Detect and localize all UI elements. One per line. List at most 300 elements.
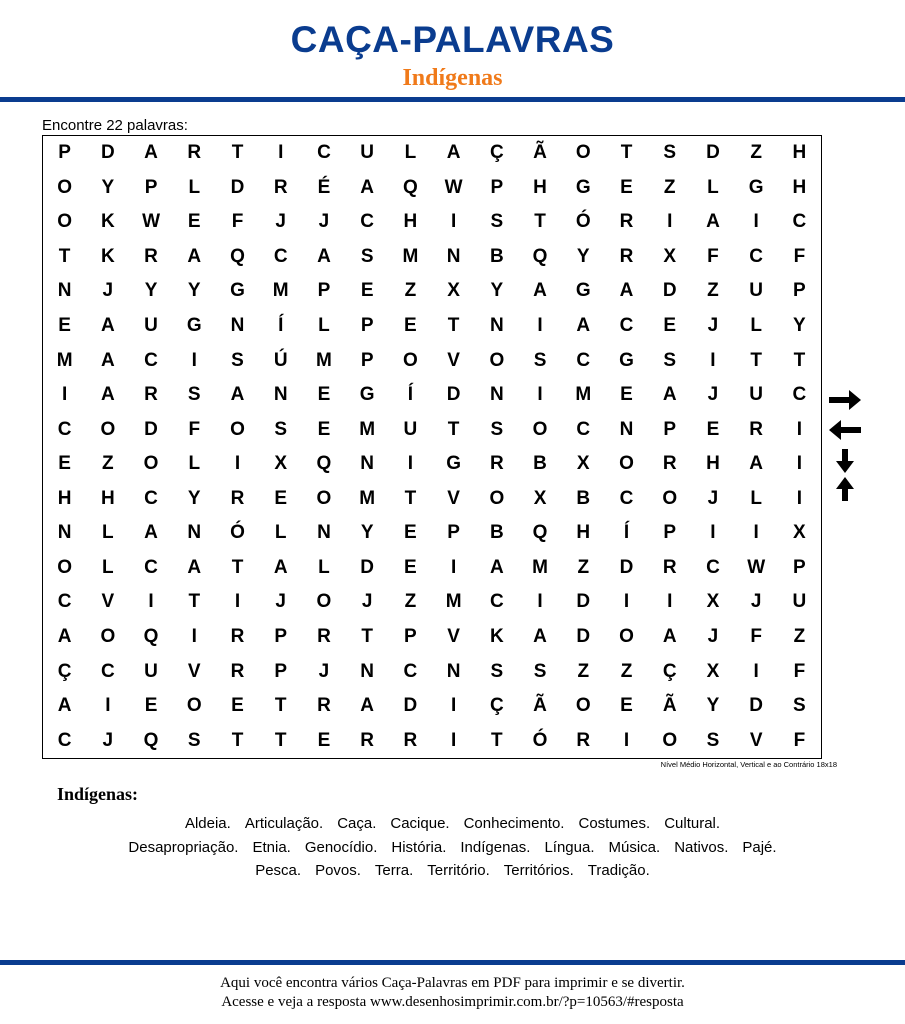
grid-cell[interactable]: T <box>231 556 244 578</box>
grid-cell[interactable]: T <box>274 729 287 751</box>
grid-cell[interactable]: N <box>446 245 461 267</box>
grid-cell[interactable]: G <box>575 280 591 302</box>
grid-cell[interactable]: E <box>58 453 71 475</box>
grid-cell[interactable]: C <box>100 660 115 682</box>
grid-cell[interactable]: Q <box>532 245 548 267</box>
grid-cell[interactable]: I <box>667 591 673 613</box>
grid-cell[interactable]: S <box>793 695 806 717</box>
grid-cell[interactable]: E <box>317 729 331 751</box>
grid-cell[interactable]: A <box>662 384 677 406</box>
grid-cell[interactable]: W <box>142 211 161 233</box>
grid-cell[interactable]: A <box>749 453 764 475</box>
grid-cell[interactable]: R <box>749 418 764 440</box>
grid-cell[interactable]: L <box>188 176 201 198</box>
grid-cell[interactable]: D <box>706 142 720 164</box>
grid-cell[interactable]: N <box>360 453 375 475</box>
grid-cell[interactable]: V <box>447 487 460 509</box>
grid-cell[interactable]: N <box>230 315 245 337</box>
grid-cell[interactable]: C <box>273 245 288 267</box>
grid-cell[interactable]: X <box>274 453 288 475</box>
grid-cell[interactable]: X <box>706 591 720 613</box>
grid-cell[interactable]: P <box>274 660 288 682</box>
grid-cell[interactable]: C <box>576 349 591 371</box>
grid-cell[interactable]: C <box>57 591 72 613</box>
grid-cell[interactable]: U <box>360 142 375 164</box>
grid-cell[interactable]: L <box>318 315 330 337</box>
grid-cell[interactable]: I <box>407 453 414 475</box>
grid-cell[interactable]: W <box>444 176 463 198</box>
grid-cell[interactable]: I <box>450 729 457 751</box>
grid-cell[interactable]: L <box>750 315 762 337</box>
grid-cell[interactable]: H <box>403 211 418 233</box>
grid-cell[interactable]: Ã <box>662 695 677 717</box>
grid-cell[interactable]: N <box>360 660 375 682</box>
grid-cell[interactable]: Ó <box>575 211 591 233</box>
grid-cell[interactable]: P <box>360 349 374 371</box>
grid-cell[interactable]: J <box>275 211 286 233</box>
grid-cell[interactable]: E <box>620 384 633 406</box>
grid-cell[interactable]: Ó <box>230 522 245 544</box>
grid-cell[interactable]: Y <box>187 487 201 509</box>
grid-cell[interactable]: J <box>707 626 719 648</box>
grid-cell[interactable]: C <box>57 729 72 751</box>
grid-cell[interactable]: O <box>143 453 159 475</box>
grid-cell[interactable]: U <box>792 591 807 613</box>
grid-cell[interactable]: E <box>360 280 374 302</box>
grid-cell[interactable]: G <box>359 384 375 406</box>
grid-cell[interactable]: E <box>620 695 633 717</box>
grid-cell[interactable]: T <box>620 142 633 164</box>
grid-cell[interactable]: R <box>317 695 331 717</box>
grid-cell[interactable]: E <box>231 695 244 717</box>
grid-cell[interactable]: E <box>706 418 720 440</box>
grid-cell[interactable]: I <box>450 695 457 717</box>
grid-cell[interactable]: Q <box>230 245 245 267</box>
grid-cell[interactable]: Ú <box>273 349 288 371</box>
grid-cell[interactable]: O <box>619 453 634 475</box>
grid-cell[interactable]: O <box>662 729 678 751</box>
grid-cell[interactable]: X <box>793 522 806 544</box>
grid-cell[interactable]: H <box>576 522 591 544</box>
grid-cell[interactable]: C <box>706 556 720 578</box>
grid-cell[interactable]: I <box>278 142 284 164</box>
grid-cell[interactable]: I <box>710 522 716 544</box>
grid-cell[interactable]: D <box>100 142 115 164</box>
grid-cell[interactable]: Z <box>750 142 762 164</box>
grid-cell[interactable]: X <box>706 660 720 682</box>
grid-cell[interactable]: T <box>231 142 244 164</box>
grid-cell[interactable]: S <box>490 211 504 233</box>
grid-cell[interactable]: P <box>58 142 71 164</box>
grid-cell[interactable]: I <box>623 591 630 613</box>
grid-cell[interactable]: D <box>230 176 245 198</box>
grid-cell[interactable]: C <box>360 211 375 233</box>
grid-cell[interactable]: A <box>100 315 115 337</box>
grid-cell[interactable]: H <box>57 487 72 509</box>
grid-cell[interactable]: R <box>662 556 677 578</box>
grid-cell[interactable]: J <box>707 315 719 337</box>
grid-cell[interactable]: A <box>144 522 158 544</box>
grid-cell[interactable]: D <box>619 556 634 578</box>
grid-cell[interactable]: Q <box>402 176 418 198</box>
grid-cell[interactable]: S <box>533 349 547 371</box>
grid-cell[interactable]: A <box>662 626 677 648</box>
grid-cell[interactable]: S <box>663 349 677 371</box>
grid-cell[interactable]: F <box>707 245 719 267</box>
grid-cell[interactable]: J <box>102 280 114 302</box>
grid-cell[interactable]: O <box>100 418 116 440</box>
grid-cell[interactable]: X <box>533 487 547 509</box>
grid-cell[interactable]: M <box>359 487 376 509</box>
grid-cell[interactable]: O <box>57 176 72 198</box>
grid-cell[interactable]: N <box>57 280 72 302</box>
grid-cell[interactable]: Q <box>316 453 332 475</box>
grid-cell[interactable]: R <box>230 626 245 648</box>
grid-cell[interactable]: R <box>230 660 245 682</box>
grid-cell[interactable]: B <box>576 487 591 509</box>
grid-cell[interactable]: R <box>619 211 634 233</box>
grid-cell[interactable]: G <box>748 176 764 198</box>
grid-cell[interactable]: I <box>753 660 759 682</box>
grid-cell[interactable]: N <box>489 384 504 406</box>
grid-cell[interactable]: C <box>619 315 634 337</box>
grid-cell[interactable]: C <box>619 487 634 509</box>
grid-cell[interactable]: N <box>446 660 461 682</box>
grid-cell[interactable]: N <box>489 315 504 337</box>
grid-cell[interactable]: Z <box>707 280 719 302</box>
grid-cell[interactable]: C <box>403 660 418 682</box>
grid-cell[interactable]: F <box>188 418 201 440</box>
grid-cell[interactable]: Ç <box>662 660 677 682</box>
grid-cell[interactable]: Z <box>102 453 114 475</box>
grid-cell[interactable]: B <box>533 453 547 475</box>
grid-cell[interactable]: I <box>148 591 154 613</box>
grid-cell[interactable]: A <box>187 245 202 267</box>
grid-cell[interactable]: R <box>619 245 634 267</box>
grid-cell[interactable]: V <box>447 626 460 648</box>
grid-cell[interactable]: J <box>318 660 330 682</box>
grid-cell[interactable]: I <box>450 211 457 233</box>
grid-cell[interactable]: O <box>57 556 72 578</box>
grid-cell[interactable]: O <box>316 487 332 509</box>
grid-cell[interactable]: J <box>318 211 330 233</box>
grid-cell[interactable]: S <box>490 660 504 682</box>
grid-cell[interactable]: P <box>274 626 288 648</box>
grid-cell[interactable]: O <box>186 695 202 717</box>
grid-cell[interactable]: T <box>274 695 287 717</box>
grid-cell[interactable]: C <box>749 245 764 267</box>
grid-cell[interactable]: R <box>360 729 375 751</box>
grid-cell[interactable]: A <box>533 626 547 648</box>
grid-cell[interactable]: L <box>274 522 287 544</box>
grid-cell[interactable]: E <box>404 315 417 337</box>
grid-cell[interactable]: A <box>57 626 72 648</box>
grid-cell[interactable]: R <box>576 729 591 751</box>
grid-cell[interactable]: I <box>234 591 241 613</box>
grid-cell[interactable]: P <box>793 280 806 302</box>
grid-cell[interactable]: R <box>662 453 677 475</box>
grid-cell[interactable]: E <box>317 384 331 406</box>
grid-cell[interactable]: O <box>402 349 418 371</box>
grid-cell[interactable]: J <box>707 384 719 406</box>
grid-cell[interactable]: Q <box>532 522 548 544</box>
grid-cell[interactable]: S <box>490 418 504 440</box>
grid-cell[interactable]: C <box>489 591 504 613</box>
grid-cell[interactable]: J <box>750 591 762 613</box>
grid-cell[interactable]: L <box>102 522 114 544</box>
grid-cell[interactable]: C <box>576 418 591 440</box>
grid-cell[interactable]: M <box>402 245 419 267</box>
grid-cell[interactable]: I <box>61 384 68 406</box>
grid-cell[interactable]: E <box>663 315 677 337</box>
grid-cell[interactable]: I <box>796 487 803 509</box>
grid-cell[interactable]: E <box>317 418 331 440</box>
grid-cell[interactable]: K <box>100 211 115 233</box>
grid-cell[interactable]: Ç <box>57 660 72 682</box>
grid-cell[interactable]: T <box>447 315 460 337</box>
grid-cell[interactable]: L <box>404 142 417 164</box>
grid-cell[interactable]: R <box>230 487 245 509</box>
grid-cell[interactable]: A <box>100 349 115 371</box>
grid-cell[interactable]: D <box>446 384 461 406</box>
grid-cell[interactable]: G <box>446 453 461 475</box>
grid-cell[interactable]: D <box>144 418 158 440</box>
grid-cell[interactable]: U <box>749 280 764 302</box>
grid-cell[interactable]: O <box>100 626 116 648</box>
grid-cell[interactable]: Y <box>576 245 590 267</box>
grid-cell[interactable]: X <box>663 245 677 267</box>
grid-cell[interactable]: L <box>707 176 719 198</box>
grid-cell[interactable]: S <box>187 729 201 751</box>
grid-cell[interactable]: M <box>56 349 73 371</box>
grid-cell[interactable]: É <box>317 176 331 198</box>
grid-cell[interactable]: C <box>57 418 72 440</box>
grid-cell[interactable]: K <box>489 626 504 648</box>
grid-cell[interactable]: I <box>796 453 803 475</box>
grid-cell[interactable]: E <box>187 211 201 233</box>
grid-cell[interactable]: I <box>191 349 197 371</box>
grid-cell[interactable]: Ó <box>532 729 548 751</box>
grid-cell[interactable]: A <box>576 315 591 337</box>
grid-cell[interactable]: P <box>793 556 806 578</box>
grid-cell[interactable]: K <box>100 245 115 267</box>
grid-cell[interactable]: R <box>144 384 158 406</box>
grid-cell[interactable]: Y <box>101 176 115 198</box>
grid-cell[interactable]: A <box>489 556 504 578</box>
grid-cell[interactable]: F <box>231 211 244 233</box>
grid-cell[interactable]: H <box>533 176 547 198</box>
grid-cell[interactable]: I <box>796 418 803 440</box>
grid-cell[interactable]: Í <box>278 315 284 337</box>
grid-cell[interactable]: O <box>230 418 245 440</box>
grid-cell[interactable]: R <box>403 729 418 751</box>
grid-cell[interactable]: L <box>102 556 114 578</box>
grid-cell[interactable]: O <box>532 418 548 440</box>
grid-cell[interactable]: A <box>706 211 720 233</box>
grid-cell[interactable]: J <box>275 591 286 613</box>
grid-cell[interactable]: T <box>447 418 460 440</box>
grid-cell[interactable]: L <box>188 453 201 475</box>
grid-cell[interactable]: S <box>274 418 288 440</box>
grid-cell[interactable]: Z <box>577 660 590 682</box>
grid-cell[interactable]: E <box>620 176 633 198</box>
grid-cell[interactable]: C <box>792 211 807 233</box>
grid-cell[interactable]: N <box>273 384 288 406</box>
grid-cell[interactable]: A <box>273 556 288 578</box>
grid-cell[interactable]: G <box>575 176 591 198</box>
grid-cell[interactable]: R <box>187 142 202 164</box>
grid-cell[interactable]: Z <box>577 556 590 578</box>
grid-cell[interactable]: P <box>317 280 331 302</box>
grid-cell[interactable]: E <box>274 487 288 509</box>
grid-cell[interactable]: M <box>359 418 376 440</box>
grid-cell[interactable]: H <box>792 142 807 164</box>
grid-cell[interactable]: L <box>318 556 330 578</box>
grid-cell[interactable]: F <box>793 660 806 682</box>
grid-cell[interactable]: Ç <box>489 142 504 164</box>
grid-cell[interactable]: Q <box>143 626 159 648</box>
grid-cell[interactable]: P <box>663 522 677 544</box>
grid-cell[interactable]: A <box>317 245 331 267</box>
grid-cell[interactable]: C <box>144 349 158 371</box>
grid-cell[interactable]: I <box>191 626 197 648</box>
grid-cell[interactable]: T <box>188 591 201 613</box>
grid-cell[interactable]: S <box>706 729 720 751</box>
grid-cell[interactable]: Y <box>187 280 201 302</box>
grid-cell[interactable]: P <box>144 176 158 198</box>
grid-cell[interactable]: I <box>667 211 673 233</box>
grid-cell[interactable]: O <box>619 626 634 648</box>
grid-cell[interactable]: I <box>537 591 543 613</box>
grid-cell[interactable]: M <box>272 280 289 302</box>
grid-cell[interactable]: A <box>144 142 158 164</box>
grid-cell[interactable]: U <box>144 315 158 337</box>
grid-cell[interactable]: F <box>793 245 806 267</box>
grid-cell[interactable]: R <box>317 626 331 648</box>
grid-cell[interactable]: Ã <box>533 142 547 164</box>
grid-cell[interactable]: Y <box>360 522 374 544</box>
grid-cell[interactable]: T <box>231 729 244 751</box>
grid-cell[interactable]: T <box>491 729 503 751</box>
grid-cell[interactable]: T <box>361 626 373 648</box>
grid-cell[interactable]: P <box>663 418 677 440</box>
grid-cell[interactable]: C <box>792 384 807 406</box>
grid-cell[interactable]: Y <box>706 695 720 717</box>
grid-cell[interactable]: S <box>187 384 201 406</box>
grid-cell[interactable]: C <box>317 142 331 164</box>
grid-cell[interactable]: A <box>230 384 245 406</box>
grid-cell[interactable]: Q <box>143 729 159 751</box>
grid-cell[interactable]: M <box>532 556 548 578</box>
grid-cell[interactable]: N <box>57 522 72 544</box>
grid-cell[interactable]: A <box>187 556 202 578</box>
grid-cell[interactable]: Z <box>663 176 676 198</box>
grid-cell[interactable]: C <box>144 556 158 578</box>
grid-cell[interactable]: N <box>619 418 634 440</box>
grid-cell[interactable]: U <box>403 418 418 440</box>
grid-cell[interactable]: A <box>446 142 461 164</box>
grid-cell[interactable]: Z <box>404 591 417 613</box>
grid-cell[interactable]: X <box>576 453 590 475</box>
grid-cell[interactable]: M <box>575 384 592 406</box>
grid-cell[interactable]: P <box>404 626 417 648</box>
grid-cell[interactable]: G <box>186 315 202 337</box>
grid-cell[interactable]: Í <box>623 522 630 544</box>
grid-cell[interactable]: A <box>360 176 375 198</box>
grid-cell[interactable]: V <box>187 660 201 682</box>
grid-cell[interactable]: B <box>489 245 504 267</box>
grid-cell[interactable]: I <box>710 349 716 371</box>
grid-cell[interactable]: Y <box>490 280 504 302</box>
grid-cell[interactable]: O <box>662 487 678 509</box>
grid-cell[interactable]: E <box>404 522 417 544</box>
grid-cell[interactable]: U <box>144 660 158 682</box>
grid-cell[interactable]: H <box>792 176 807 198</box>
grid-cell[interactable]: S <box>360 245 374 267</box>
grid-cell[interactable]: Ç <box>489 695 504 717</box>
grid-cell[interactable]: G <box>619 349 634 371</box>
grid-cell[interactable]: A <box>533 280 547 302</box>
grid-cell[interactable]: O <box>316 591 332 613</box>
grid-cell[interactable]: Í <box>407 384 414 406</box>
grid-cell[interactable]: O <box>489 349 505 371</box>
grid-cell[interactable]: S <box>533 660 547 682</box>
grid-cell[interactable]: M <box>316 349 332 371</box>
grid-cell[interactable]: V <box>447 349 460 371</box>
grid-cell[interactable]: X <box>447 280 460 302</box>
grid-cell[interactable]: Y <box>144 280 158 302</box>
grid-cell[interactable]: O <box>489 487 505 509</box>
grid-cell[interactable]: G <box>230 280 245 302</box>
grid-cell[interactable]: U <box>749 384 764 406</box>
grid-cell[interactable]: R <box>489 453 504 475</box>
grid-cell[interactable]: Z <box>404 280 417 302</box>
grid-cell[interactable]: A <box>619 280 634 302</box>
grid-cell[interactable]: D <box>749 695 764 717</box>
grid-cell[interactable]: T <box>750 349 762 371</box>
grid-cell[interactable]: O <box>575 695 591 717</box>
grid-cell[interactable]: P <box>447 522 460 544</box>
grid-cell[interactable]: J <box>102 729 114 751</box>
grid-cell[interactable]: O <box>575 142 591 164</box>
grid-cell[interactable]: I <box>450 556 457 578</box>
grid-cell[interactable]: S <box>663 142 677 164</box>
grid-cell[interactable]: D <box>403 695 418 717</box>
grid-cell[interactable]: A <box>57 695 72 717</box>
grid-cell[interactable]: I <box>234 453 241 475</box>
grid-cell[interactable]: T <box>793 349 806 371</box>
grid-cell[interactable]: Ã <box>533 695 547 717</box>
grid-cell[interactable]: I <box>537 384 543 406</box>
grid-cell[interactable]: Z <box>793 626 806 648</box>
grid-cell[interactable]: I <box>105 695 111 717</box>
grid-cell[interactable]: D <box>360 556 375 578</box>
grid-cell[interactable]: W <box>747 556 766 578</box>
grid-cell[interactable]: E <box>58 315 71 337</box>
grid-cell[interactable]: T <box>404 487 417 509</box>
grid-cell[interactable]: T <box>58 245 71 267</box>
grid-cell[interactable]: J <box>707 487 719 509</box>
grid-cell[interactable]: L <box>750 487 762 509</box>
grid-cell[interactable]: E <box>144 695 158 717</box>
grid-cell[interactable]: I <box>753 522 759 544</box>
grid-cell[interactable]: E <box>404 556 417 578</box>
grid-cell[interactable]: V <box>101 591 115 613</box>
grid-cell[interactable]: N <box>187 522 202 544</box>
grid-cell[interactable]: M <box>445 591 462 613</box>
grid-cell[interactable]: N <box>317 522 331 544</box>
grid-cell[interactable]: H <box>706 453 720 475</box>
